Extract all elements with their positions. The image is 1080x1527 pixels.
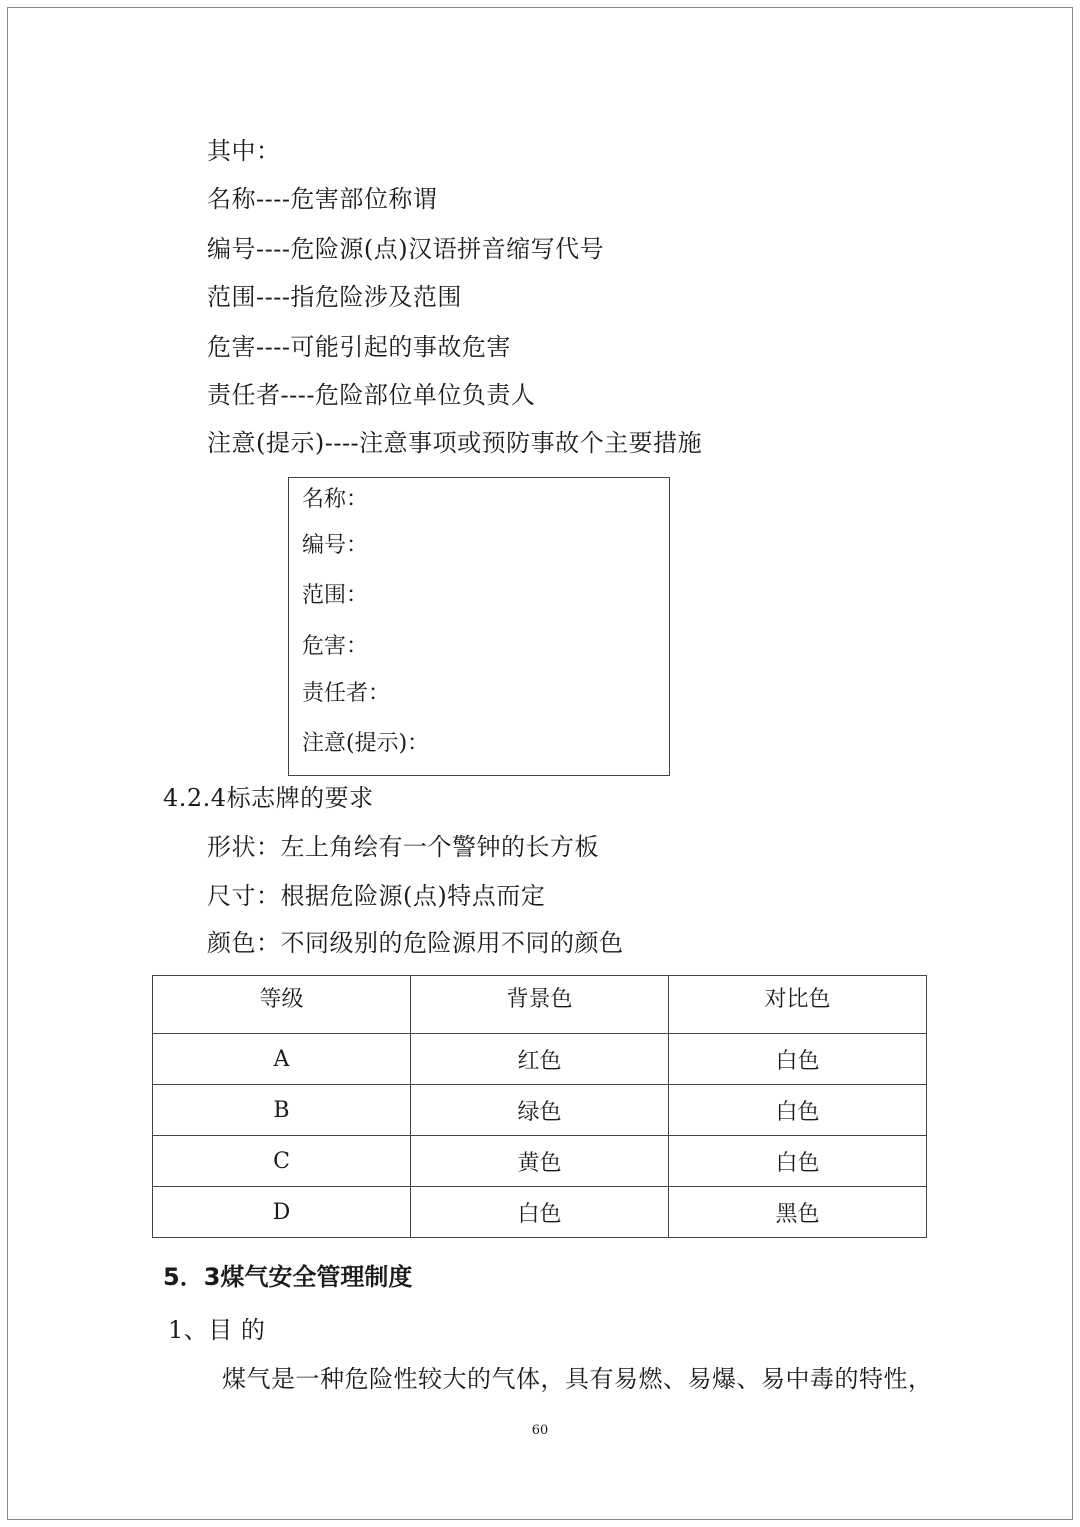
- cell-grade: C: [153, 1136, 411, 1187]
- sign-template-box: [288, 477, 670, 776]
- table-row: [153, 1136, 927, 1187]
- cell-background: 黄色: [411, 1136, 669, 1187]
- intro-text: 其中：: [207, 137, 281, 165]
- sign-field-name: 名称：: [302, 487, 369, 512]
- header-background: 背景色: [411, 976, 669, 1034]
- requirement-shape: 形状：左上角绘有一个警钟的长方板: [207, 833, 599, 861]
- cell-grade: D: [153, 1187, 411, 1238]
- cell-contrast: 白色: [669, 1085, 927, 1136]
- cell-background: 白色: [411, 1187, 669, 1238]
- cell-grade: A: [153, 1034, 411, 1085]
- definition-scope: 范围----指危险涉及范围: [207, 283, 462, 311]
- section-53-title: 5．3煤气安全管理制度: [163, 1263, 413, 1291]
- table-row: [153, 1187, 927, 1238]
- sign-field-code: 编号：: [302, 533, 369, 558]
- header-grade: 等级: [153, 976, 411, 1034]
- sign-field-scope: 范围：: [302, 583, 369, 608]
- cell-grade: B: [153, 1085, 411, 1136]
- cell-contrast: 白色: [669, 1136, 927, 1187]
- definition-notice: 注意(提示)----注意事项或预防事故个主要措施: [207, 429, 703, 457]
- definition-owner: 责任者----危险部位单位负责人: [207, 381, 536, 409]
- definition-name: 名称----危害部位称谓: [207, 185, 438, 213]
- sign-field-hazard: 危害：: [302, 634, 369, 659]
- header-contrast: 对比色: [669, 976, 927, 1034]
- definition-code: 编号----危险源(点)汉语拼音缩写代号: [207, 235, 605, 263]
- section-53-subtitle: 1、目 的: [168, 1316, 266, 1344]
- sign-field-notice: 注意(提示)：: [302, 731, 430, 756]
- table-header-row: [153, 976, 927, 1034]
- grade-color-table: [152, 975, 927, 1238]
- definition-hazard: 危害----可能引起的事故危害: [207, 333, 511, 361]
- requirement-color: 颜色：不同级别的危险源用不同的颜色: [207, 929, 624, 957]
- sign-field-owner: 责任者：: [302, 681, 391, 706]
- cell-contrast: 白色: [669, 1034, 927, 1085]
- section-53-paragraph: 煤气是一种危险性较大的气体，具有易燃、易爆、易中毒的特性，: [222, 1365, 933, 1393]
- requirement-size: 尺寸：根据危险源(点)特点而定: [207, 882, 546, 910]
- page-number: 60: [531, 1423, 549, 1438]
- cell-background: 红色: [411, 1034, 669, 1085]
- cell-background: 绿色: [411, 1085, 669, 1136]
- section-424-title: 4.2.4标志牌的要求: [163, 784, 374, 812]
- table-row: [153, 1034, 927, 1085]
- table-row: [153, 1085, 927, 1136]
- cell-contrast: 黑色: [669, 1187, 927, 1238]
